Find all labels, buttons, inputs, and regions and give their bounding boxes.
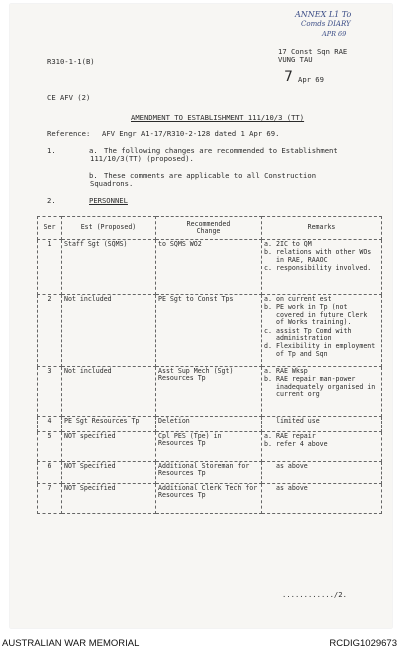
remark-item xyxy=(264,304,379,326)
footer-strip xyxy=(0,634,400,654)
remark-text: PE work in Tp (not covered in future Clerk of Works training). xyxy=(276,303,368,327)
para-1a-label: a. xyxy=(89,146,98,155)
table-header-row xyxy=(38,217,382,240)
row-remarks xyxy=(262,367,382,417)
row-ser: 1 xyxy=(38,240,62,295)
row-change: Asst Sup Mech (Sgt) Resources Tp xyxy=(156,367,262,417)
row-remarks xyxy=(262,432,382,462)
remark-text: on current est xyxy=(276,295,332,303)
remark-text: as above xyxy=(276,484,308,492)
table-row xyxy=(38,295,382,367)
row-est: NOT Specified xyxy=(62,484,156,514)
header-change-line-1: Recommended xyxy=(186,219,231,228)
row-remarks xyxy=(262,295,382,367)
row-ser: 3 xyxy=(38,367,62,417)
row-change: Additional Storeman for Resources Tp xyxy=(156,462,262,484)
remark-item xyxy=(264,485,379,492)
row-remarks xyxy=(262,484,382,514)
reference-label: Reference: xyxy=(47,129,91,138)
para-1b-line-1: These comments are applicable to all Construction xyxy=(104,171,317,180)
remark-key: c. xyxy=(264,264,272,273)
remark-text: RAE repair man-power inadequately organised in current org xyxy=(276,375,376,399)
header-est: Est (Proposed) xyxy=(62,217,156,240)
continuation-mark: ............/2. xyxy=(282,590,347,599)
remark-key xyxy=(264,418,273,425)
remark-key: b. xyxy=(264,303,272,312)
row-change: Cpl PES (Tpe) in Resources Tp xyxy=(156,432,262,462)
footer-id: RCDIG1029673 xyxy=(329,638,397,649)
remark-text: refer 4 above xyxy=(276,440,328,449)
row-change: to SQMS WO2 xyxy=(156,240,262,295)
remark-text: relations with other WOs in RAE, RAAOC xyxy=(276,248,372,264)
row-change: Deletion xyxy=(156,417,262,432)
para-2-heading: PERSONNEL xyxy=(89,196,128,205)
remark-item xyxy=(264,328,379,343)
table-row xyxy=(38,484,382,514)
remark-key: a. xyxy=(264,240,272,248)
remark-key: c. xyxy=(264,326,272,335)
row-ser: 6 xyxy=(38,462,62,484)
header-change xyxy=(156,217,262,240)
remark-key: b. xyxy=(264,440,272,449)
remark-key: b. xyxy=(264,375,272,384)
remark-key xyxy=(264,463,273,470)
header-remarks: Remarks xyxy=(262,217,382,240)
para-1a-line-1: The following changes are recommended to Establishment xyxy=(104,146,338,155)
row-est: Not included xyxy=(62,367,156,417)
table-row xyxy=(38,432,382,462)
remark-item xyxy=(264,463,379,470)
remark-text: responsibility involved. xyxy=(276,264,372,273)
row-ser: 5 xyxy=(38,432,62,462)
unit-location: VUNG TAU xyxy=(278,55,313,64)
annotation-line-2: Comds DIARY xyxy=(301,20,351,28)
ce-reference: CE AFV (2) xyxy=(47,93,91,102)
remark-text: RAE repair xyxy=(276,432,316,440)
remark-item xyxy=(264,418,379,425)
row-remarks xyxy=(262,462,382,484)
table-row xyxy=(38,240,382,295)
row-est: Not included xyxy=(62,295,156,367)
remark-item xyxy=(264,296,379,303)
remark-item xyxy=(264,265,379,272)
row-est: PE Sgt Resources Tp xyxy=(62,417,156,432)
remark-key: a. xyxy=(264,367,272,375)
file-reference: R310-1-1(B) xyxy=(47,57,95,66)
header-change-line-2: Change xyxy=(196,227,221,235)
para-1b-line-2: Squadrons. xyxy=(90,179,134,188)
remark-item xyxy=(264,241,379,248)
remark-key: d. xyxy=(264,342,272,351)
table-row xyxy=(38,462,382,484)
para-1a-line-2: 111/10/3(TT) (proposed). xyxy=(90,154,194,163)
document-title: AMENDMENT TO ESTABLISHMENT 111/10/3 (TT) xyxy=(131,113,305,122)
date-month-year: Apr 69 xyxy=(298,75,324,84)
annotation-line-3: APR 69 xyxy=(322,30,347,38)
remark-item xyxy=(264,433,379,440)
header-ser: Ser xyxy=(38,217,62,240)
unit-name: 17 Const Sqn RAE xyxy=(278,47,348,56)
remark-key: b. xyxy=(264,248,272,257)
row-change: Additional Clerk Tech for Resources Tp xyxy=(156,484,262,514)
remark-item xyxy=(264,376,379,398)
remark-item xyxy=(264,249,379,264)
row-ser: 7 xyxy=(38,484,62,514)
row-remarks xyxy=(262,417,382,432)
para-1b-label: b. xyxy=(89,171,98,180)
remark-key: a. xyxy=(264,432,272,440)
remark-item xyxy=(264,441,379,448)
row-est: NOT specified xyxy=(62,432,156,462)
remark-text: 2IC to QM xyxy=(276,240,312,248)
table-row xyxy=(38,367,382,417)
para-1-number: 1. xyxy=(47,146,56,155)
para-2-number: 2. xyxy=(47,196,56,205)
row-est: NOT Specified xyxy=(62,462,156,484)
row-ser: 2 xyxy=(38,295,62,367)
remark-item xyxy=(264,368,379,375)
table-row xyxy=(38,417,382,432)
footer-source: AUSTRALIAN WAR MEMORIAL xyxy=(2,638,140,649)
reference-text: AFV Engr A1-17/R310-2-128 dated 1 Apr 69. xyxy=(102,129,280,138)
remark-key xyxy=(264,485,273,492)
row-change: PE Sgt to Const Tps xyxy=(156,295,262,367)
remark-text: limited use xyxy=(276,417,320,425)
remark-text: assist Tp Comd with administration xyxy=(276,326,352,343)
date-day: 7 xyxy=(284,69,293,85)
row-remarks xyxy=(262,240,382,295)
row-ser: 4 xyxy=(38,417,62,432)
remark-text: RAE Wksp xyxy=(276,367,308,375)
remark-text: Flexibility in employment of Tp and Sqn xyxy=(276,342,376,358)
annotation-line-1: ANNEX L1 To xyxy=(295,10,352,19)
remark-key: a. xyxy=(264,295,272,303)
row-est: Staff Sgt (SQMS) xyxy=(62,240,156,295)
remark-text: as above xyxy=(276,462,308,470)
personnel-table xyxy=(37,216,382,514)
remark-item xyxy=(264,343,379,358)
